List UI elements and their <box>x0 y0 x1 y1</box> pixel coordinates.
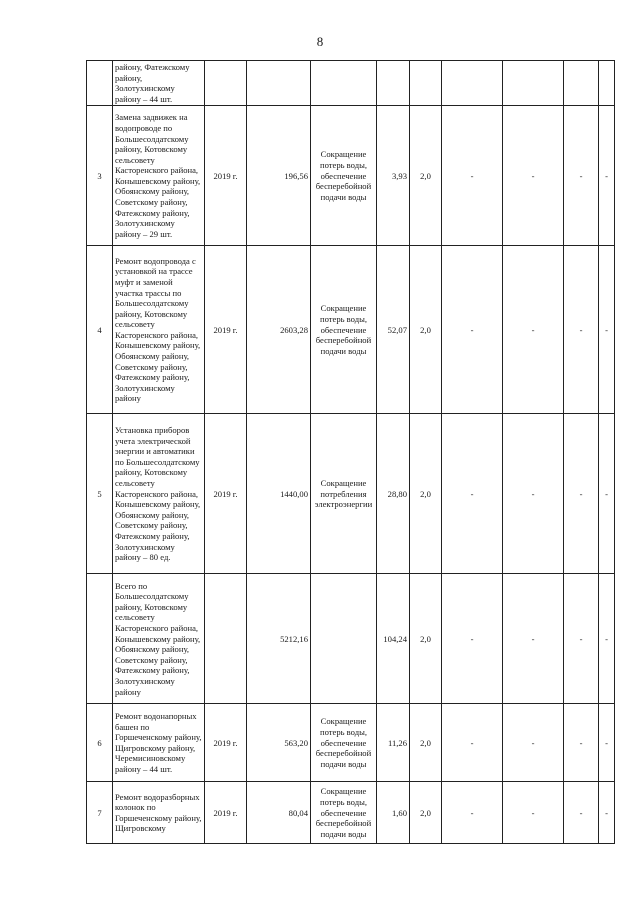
measure-description: Ремонт водопровода с установкой на трассе муфт и заменой участка трассы по Большесолдатскому району, Котовскому сельсовету Касторенского района, Конышевскому району, Обоянскому району, Советскому району, Фатежскому району, Золотухинскому району <box>113 246 205 414</box>
measure-value: 28,80 <box>377 414 410 574</box>
measure-rate: 2,0 <box>410 782 442 844</box>
empty-cell: - <box>564 704 599 782</box>
measure-rate: 2,0 <box>410 246 442 414</box>
measure-rate: 2,0 <box>410 574 442 704</box>
measure-effect: Сокращение потерь воды, обеспечение бесперебойной подачи воды <box>311 106 377 246</box>
measure-cost: 80,04 <box>247 782 311 844</box>
empty-cell: - <box>564 782 599 844</box>
empty-cell: - <box>599 704 615 782</box>
measure-year: 2019 г. <box>205 704 247 782</box>
empty-cell: - <box>503 782 564 844</box>
table-row <box>87 574 615 704</box>
empty-cell: - <box>599 574 615 704</box>
empty-cell: - <box>503 414 564 574</box>
empty-cell: - <box>442 574 503 704</box>
measure-value: 11,26 <box>377 704 410 782</box>
empty-cell: - <box>599 246 615 414</box>
row-number <box>87 61 113 106</box>
empty-cell: - <box>564 414 599 574</box>
empty-cell: - <box>599 106 615 246</box>
row-number: 3 <box>87 106 113 246</box>
measure-cost: 1440,00 <box>247 414 311 574</box>
empty-cell <box>503 61 564 106</box>
measure-cost: 2603,28 <box>247 246 311 414</box>
measure-effect <box>311 61 377 106</box>
page-number: 8 <box>316 34 324 49</box>
measure-rate <box>410 61 442 106</box>
table-row <box>87 782 615 844</box>
table-row <box>87 414 615 574</box>
empty-cell: - <box>442 704 503 782</box>
row-number: 5 <box>87 414 113 574</box>
empty-cell: - <box>442 106 503 246</box>
table-row <box>87 704 615 782</box>
measure-effect: Сокращение потерь воды, обеспечение бесперебойной подачи воды <box>311 246 377 414</box>
table-row <box>87 61 615 106</box>
measure-year <box>205 574 247 704</box>
empty-cell: - <box>503 704 564 782</box>
measure-effect: Сокращение потребления электроэнергии <box>311 414 377 574</box>
measure-year: 2019 г. <box>205 414 247 574</box>
measure-description: Установка приборов учета электрической энергии и автоматики по Большесолдатскому району, Котовскому сельсовету Касторенского района, Конышевскому району, Обоянскому району, Советскому району, Фатежскому району, Золотухинскому району – 80 ед. <box>113 414 205 574</box>
measure-value: 3,93 <box>377 106 410 246</box>
measure-effect <box>311 574 377 704</box>
measure-cost <box>247 61 311 106</box>
row-number: 4 <box>87 246 113 414</box>
empty-cell: - <box>503 246 564 414</box>
empty-cell: - <box>503 106 564 246</box>
measure-year: 2019 г. <box>205 106 247 246</box>
measure-value: 104,24 <box>377 574 410 704</box>
measure-effect: Сокращение потерь воды, обеспечение бесперебойной подачи воды <box>311 704 377 782</box>
empty-cell: - <box>564 106 599 246</box>
measure-description: Всего по Большесолдатскому району, Котовскому сельсовету Касторенского района, Конышевскому району, Обоянскому району, Советскому району, Фатежскому району, Золотухинскому району <box>113 574 205 704</box>
measure-value: 52,07 <box>377 246 410 414</box>
empty-cell: - <box>442 414 503 574</box>
measure-rate: 2,0 <box>410 106 442 246</box>
table-row <box>87 106 615 246</box>
measure-year: 2019 г. <box>205 782 247 844</box>
measure-description: району, Фатежскому району, Золотухинскому району – 44 шт. <box>113 61 205 106</box>
empty-cell: - <box>442 782 503 844</box>
measure-rate: 2,0 <box>410 414 442 574</box>
row-number: 7 <box>87 782 113 844</box>
measure-description: Замена задвижек на водопроводе по Большесолдатскому району, Котовскому сельсовету Касторенского района, Конышевскому району, Обоянскому району, Советскому району, Фатежскому району, Золотухинскому району – 29 шт. <box>113 106 205 246</box>
measure-year <box>205 61 247 106</box>
measure-description: Ремонт водонапорных башен по Горшеченскому району, Щигровскому району, Черемисиновскому району – 44 шт. <box>113 704 205 782</box>
measure-cost: 5212,16 <box>247 574 311 704</box>
table-row <box>87 246 615 414</box>
empty-cell: - <box>442 246 503 414</box>
measure-description: Ремонт водоразборных колонок по Горшеченскому району, Щигровскому <box>113 782 205 844</box>
empty-cell: - <box>599 782 615 844</box>
measure-year: 2019 г. <box>205 246 247 414</box>
measure-effect: Сокращение потерь воды, обеспечение бесперебойной подачи воды <box>311 782 377 844</box>
measure-cost: 563,20 <box>247 704 311 782</box>
measure-cost: 196,56 <box>247 106 311 246</box>
row-number <box>87 574 113 704</box>
empty-cell: - <box>503 574 564 704</box>
empty-cell: - <box>564 574 599 704</box>
empty-cell <box>564 61 599 106</box>
empty-cell: - <box>564 246 599 414</box>
measure-value: 1,60 <box>377 782 410 844</box>
measures-table <box>86 60 615 844</box>
row-number: 6 <box>87 704 113 782</box>
empty-cell <box>599 61 615 106</box>
measure-value <box>377 61 410 106</box>
empty-cell: - <box>599 414 615 574</box>
empty-cell <box>442 61 503 106</box>
measure-rate: 2,0 <box>410 704 442 782</box>
